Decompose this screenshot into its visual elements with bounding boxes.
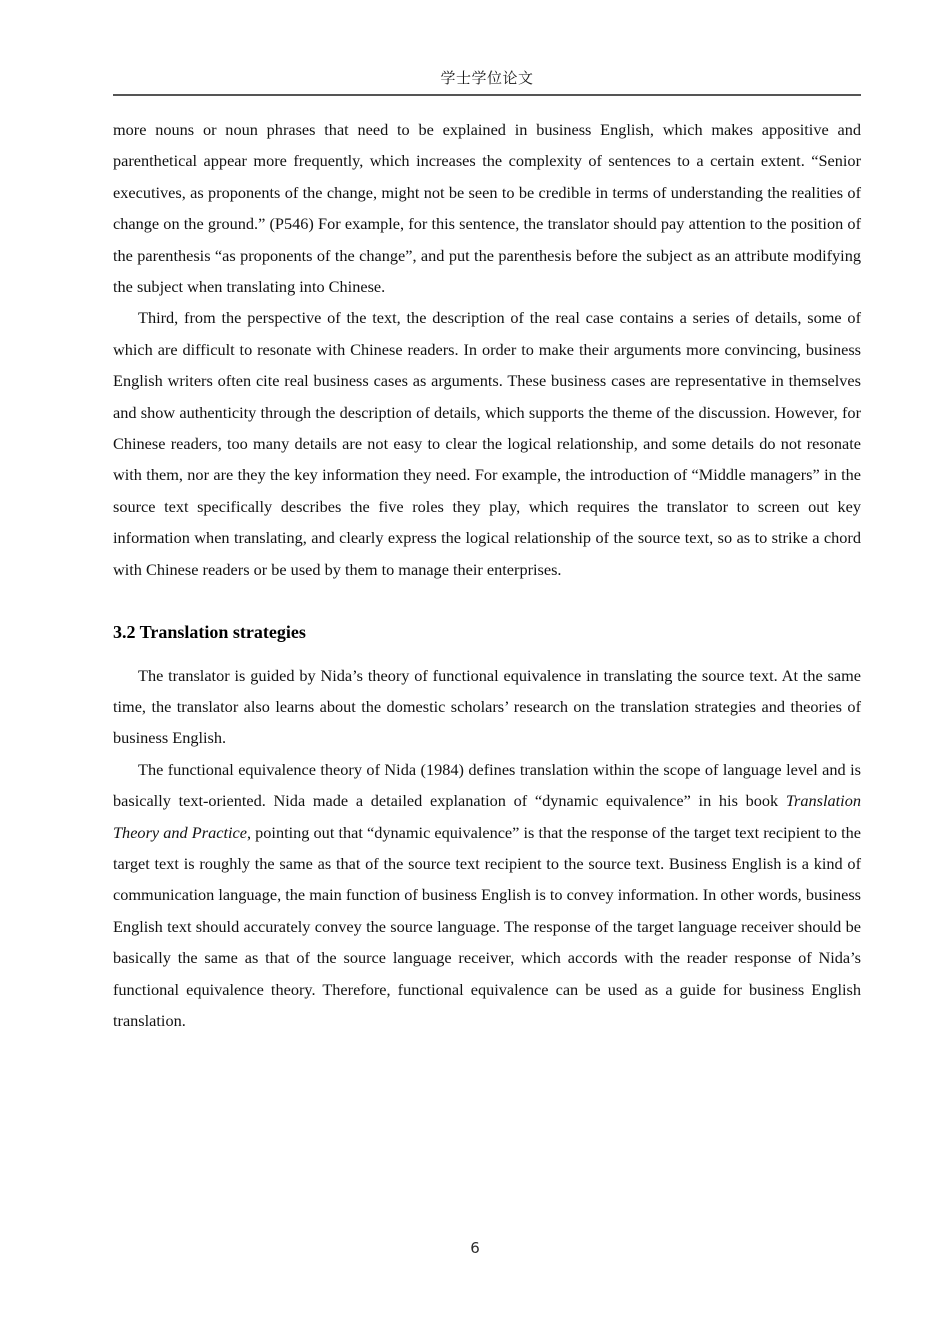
paragraph-translator-guided: The translator is guided by Nida’s theory of functional equivalence in translating the source text. At the same time, the translator also learns about the domestic scholars’ research on the translation strategies and theories of business English. xyxy=(113,665,861,748)
spacer-before-heading xyxy=(113,585,861,617)
paragraph-functional-equivalence xyxy=(113,754,861,1037)
paragraph-text-before-book-title: The functional equivalence theory of Nida (1984) defines translation within the scope of language level and is basically text-oriented. Nida made a detailed explanation of “dynamic equivalence” in his book xyxy=(113,759,861,811)
page-footer xyxy=(0,1238,950,1258)
header-title: 学士学位论文 xyxy=(440,69,534,87)
spacer-after-heading xyxy=(113,649,861,660)
paragraph-continuation: more nouns or noun phrases that need to be explained in business English, which makes appositive and parenthetical appear more frequently, which increases the complexity of sentences to a certain extent. “Senior executives, as proponents of the change, might not be seen to be credible in terms of understanding the realities of change on the ground.” (P546) For example, for this sentence, the translator should pay attention to the position of the parenthesis “as proponents of the change”, and put the parenthesis before the subject as an attribute modifying the subject when translating into Chinese. xyxy=(113,120,861,297)
paragraph-text-after-book-title: , pointing out that “dynamic equivalence” is that the response of the target text recipient to the target text is roughly the same as that of the source text recipient to the source text. Business English is a kind of communication language, the main function of business English is to convey information. In other words, business English text should accurately convey the source language. The response of the target language receiver should be basically the same as that of the source language receiver, which accords with the reader response of Nida’s functional equivalence theory. Therefore, functional equivalence can be used as a guide for business English translation. xyxy=(113,822,862,1030)
book-title-italic: Translation Theory and Practice xyxy=(113,791,861,842)
document-body xyxy=(113,114,861,1036)
page-number: 6 xyxy=(470,1239,480,1257)
running-header xyxy=(113,66,861,104)
section-heading-3-2: 3.2 Translation strategies xyxy=(113,622,306,643)
paragraph-third-perspective: Third, from the perspective of the text, the description of the real case contains a series of details, some of which are difficult to resonate with Chinese readers. In order to make their arguments more convincing, business English writers often cite real business cases as arguments. These business cases are representative in themselves and show authenticity through the description of details, which supports the theme of the discussion. However, for Chinese readers, too many details are not easy to clear the logical relationship, and some details do not resonate with them, nor are they the key information they need. For example, the introduction of “Middle managers” in the source text specifically describes the five roles they play, which requires the translator to screen out key information when translating, and clearly express the logical relationship of the source text, so as to strike a chord with Chinese readers or be used by them to manage their enterprises. xyxy=(113,308,861,579)
header-rule xyxy=(113,94,861,96)
